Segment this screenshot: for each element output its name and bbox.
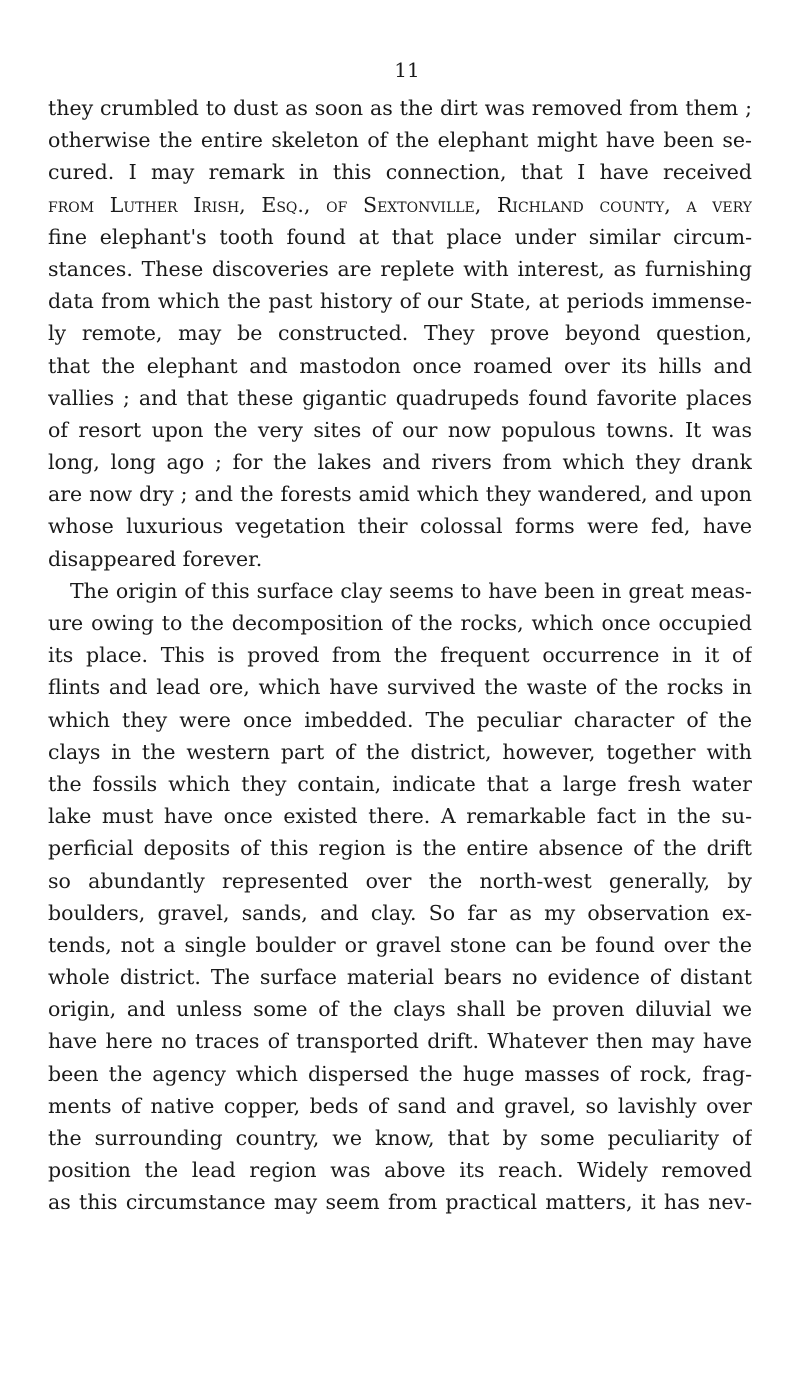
- text-line: are now dry ; and the forests amid which they wandered, and upon: [48, 482, 752, 507]
- paragraph-1: [48, 92, 752, 575]
- text-line: ly remote, may be constructed. They prove beyond question,: [48, 321, 752, 346]
- text-line: have here no traces of transported drift. Whatever then may have: [48, 1029, 752, 1054]
- text-line: lake must have once existed there. A remarkable fact in the su-: [48, 804, 752, 829]
- text-line: fine elephant's tooth found at that place under similar circum-: [48, 224, 752, 249]
- text-line: which they were once imbedded. The peculiar character of the: [48, 707, 752, 732]
- text-line: position the lead region was above its reach. Widely removed: [48, 1158, 752, 1183]
- text-line: that the elephant and mastodon once roamed over its hills and: [48, 353, 752, 378]
- text-line: ments of native copper, beds of sand and gravel, so lavishly over: [48, 1093, 752, 1118]
- text-line: so abundantly represented over the north-west generally, by: [48, 868, 752, 893]
- text-line: vallies ; and that these gigantic quadrupeds found favorite places: [48, 385, 752, 410]
- text-line: the surrounding country, we know, that by some peculiarity of: [48, 1126, 752, 1150]
- text-line: been the agency which dispersed the huge masses of rock, frag-: [48, 1061, 752, 1086]
- text-line: tends, not a single boulder or gravel stone can be found over the: [48, 932, 752, 957]
- text-line: its place. This is proved from the frequent occurrence in it of: [48, 643, 752, 668]
- text-line: otherwise the entire skeleton of the elephant might have been se-: [48, 128, 752, 153]
- text-line: The origin of this surface clay seems to have been in great meas-: [70, 578, 752, 603]
- document-page: [48, 56, 752, 1219]
- text-line: long, long ago ; for the lakes and rivers from which they drank: [48, 450, 752, 475]
- text-line: the fossils which they contain, indicate that a large fresh water: [48, 771, 752, 796]
- paragraph-2: [48, 575, 752, 1219]
- text-line: cured. I may remark in this connection, that I have received: [48, 160, 752, 185]
- text-line: origin, and unless some of the clays shall be proven diluvial we: [48, 997, 752, 1022]
- text-line: flints and lead ore, which have survived the waste of the rocks in: [48, 675, 752, 700]
- text-line: of resort upon the very sites of our now populous towns. It was: [48, 417, 752, 442]
- page-number: 11: [394, 58, 420, 82]
- text-line: ure owing to the decomposition of the rocks, which once occupied: [48, 611, 752, 635]
- text-line: perficial deposits of this region is the entire absence of the drift: [48, 836, 752, 861]
- text-line: boulders, gravel, sands, and clay. So far as my observation ex-: [48, 900, 752, 925]
- text-line: disappeared forever.: [48, 546, 263, 571]
- text-line: data from which the past history of our State, at periods immense-: [48, 289, 752, 314]
- text-line: clays in the western part of the district, however, together with: [48, 739, 752, 764]
- text-line: they crumbled to dust as soon as the dirt was removed from them ;: [48, 96, 752, 120]
- text-line: stances. These discoveries are replete with interest, as furnishing: [48, 256, 752, 281]
- text-line: whose luxurious vegetation their colossal forms were fed, have: [48, 514, 752, 539]
- text-line: as this circumstance may seem from practical matters, it has nev-: [48, 1190, 752, 1215]
- text-line: whole district. The surface material bears no evidence of distant: [48, 965, 752, 990]
- text-line: from Luther Irish, Esq., of Sextonville, Richland county, a very: [48, 192, 752, 217]
